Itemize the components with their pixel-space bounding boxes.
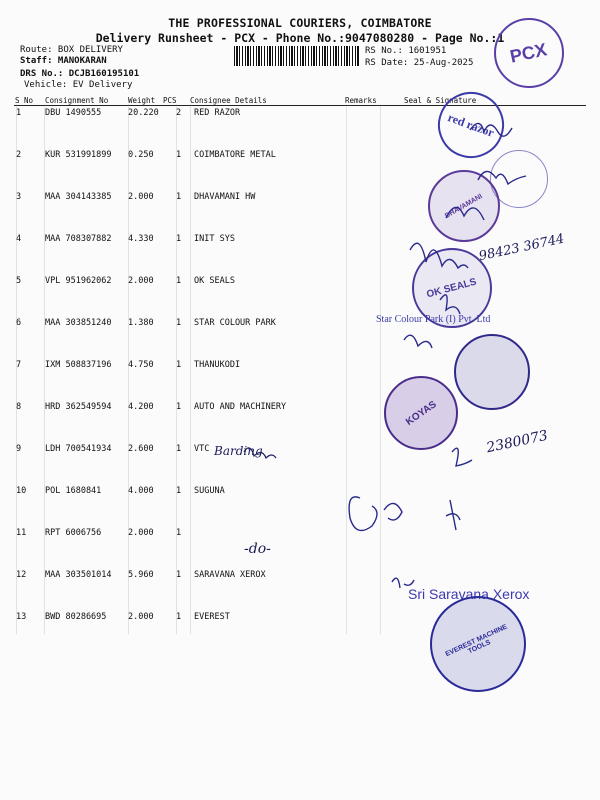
saravana-xerox-stamp-text: Sri Saravana Xerox: [408, 586, 530, 602]
signature-row8: [452, 448, 472, 466]
drs-number: DRS No.: DCJB160195101: [20, 69, 140, 79]
row-weight: 4.750: [128, 360, 154, 370]
row-consignment-no: DBU 1490555: [45, 108, 102, 118]
signature-row6: [404, 335, 432, 348]
handwritten-row11-note: -do-: [244, 541, 271, 557]
row-consignment-no: KUR 531991899: [45, 150, 112, 160]
row-weight: 2.600: [128, 444, 154, 454]
row-consignee: INIT SYS: [194, 234, 235, 244]
row-consignee: COIMBATORE METAL: [194, 150, 276, 160]
row-weight: 5.960: [128, 570, 154, 580]
row-consignee: RED RAZOR: [194, 108, 241, 118]
row-sno: 7: [16, 360, 22, 370]
col-weight: Weight: [128, 96, 156, 105]
handwritten-row9-note: Barding: [214, 444, 263, 458]
signature-row5: [440, 295, 460, 314]
row-consignment-no: POL 1680841: [45, 486, 102, 496]
row-pcs: 1: [176, 318, 182, 328]
col-consignee: Consignee Details: [190, 96, 267, 105]
signature-row4: [410, 243, 468, 268]
row-consignment-no: MAA 708307882: [45, 234, 112, 244]
row-consignee: OK SEALS: [194, 276, 235, 286]
col-pcs: PCS: [163, 96, 177, 105]
row-pcs: 1: [176, 486, 182, 496]
signature-row3: [446, 207, 484, 220]
col-consignment: Consignment No: [45, 96, 109, 105]
row-weight: 20.220: [128, 108, 159, 118]
pcx-stamp-label: PCX: [508, 38, 550, 67]
rs-number: RS No.: 1601951: [365, 46, 447, 56]
row-consignment-no: LDH 700541934: [45, 444, 112, 454]
col-remarks: Remarks: [345, 96, 377, 105]
rs-date: RS Date: 25-Aug-2025: [365, 58, 474, 68]
row-pcs: 2: [176, 108, 182, 118]
dhavamani-stamp-text: DHAVAMANI: [444, 192, 484, 220]
row-sno: 4: [16, 234, 22, 244]
document-title: THE PROFESSIONAL COURIERS, COIMBATORE: [168, 16, 432, 30]
row-sno: 3: [16, 192, 22, 202]
row-consignee: SUGUNA: [194, 486, 225, 496]
row-sno: 9: [16, 444, 22, 454]
handwritten-row5-number: 98423 36744: [477, 231, 566, 265]
row-sno: 1: [16, 108, 22, 118]
row-pcs: 1: [176, 444, 182, 454]
row-consignee: THANUKODI: [194, 360, 241, 370]
row-consignee: VTC: [194, 444, 210, 454]
row-sno: 10: [16, 486, 27, 496]
row-weight: 1.380: [128, 318, 154, 328]
koyas-stamp-text: KOYAS: [403, 398, 439, 428]
signature-row10b: [384, 503, 402, 520]
handwritten-row8-number: 2380073: [485, 427, 550, 457]
row-consignee: DHAVAMANI HW: [194, 192, 256, 202]
row-consignee: STAR COLOUR PARK: [194, 318, 276, 328]
row-weight: 4.330: [128, 234, 154, 244]
row-pcs: 1: [176, 528, 182, 538]
row-weight: 2.000: [128, 276, 154, 286]
row-pcs: 1: [176, 276, 182, 286]
row-weight: 2.000: [128, 612, 154, 622]
document-subtitle: Delivery Runsheet - PCX - Phone No.:9047080280 - Page No.:1: [95, 31, 505, 45]
row-consignee: EVEREST: [194, 612, 230, 622]
row-pcs: 1: [176, 360, 182, 370]
ok-seals-stamp-text: OK SEALS: [425, 276, 479, 300]
signature-row2: [478, 171, 526, 184]
route-label: Route: BOX DELIVERY: [20, 45, 123, 55]
row-pcs: 1: [176, 570, 182, 580]
red-razor-stamp-text: red razor: [446, 109, 497, 140]
row-consignee: SARAVANA XEROX: [194, 570, 266, 580]
row-consignment-no: IXM 508837196: [45, 360, 112, 370]
row-consignment-no: MAA 303501014: [45, 570, 112, 580]
row-pcs: 1: [176, 234, 182, 244]
signature-row12: [392, 578, 414, 588]
row-consignment-no: RPT 6006756: [45, 528, 102, 538]
row-weight: 4.000: [128, 486, 154, 496]
signature-row10c: [446, 500, 460, 530]
row-consignment-no: MAA 304143385: [45, 192, 112, 202]
row-pcs: 1: [176, 192, 182, 202]
row-weight: 2.000: [128, 528, 154, 538]
signature-row10a: [349, 497, 377, 531]
row-sno: 8: [16, 402, 22, 412]
row-consignment-no: MAA 303851240: [45, 318, 112, 328]
star-colour-park-stamp-text: Star Colour Park (I) Pvt. Ltd: [376, 314, 491, 325]
row-consignment-no: VPL 951962062: [45, 276, 112, 286]
row-consignment-no: BWD 80286695: [45, 612, 107, 622]
row-weight: 2.000: [128, 192, 154, 202]
vehicle-label: Vehicle: EV Delivery: [24, 80, 133, 90]
row-sno: 12: [16, 570, 27, 580]
row-consignee: AUTO AND MACHINERY: [194, 402, 287, 412]
row-sno: 6: [16, 318, 22, 328]
row-sno: 13: [16, 612, 27, 622]
row-sno: 2: [16, 150, 22, 160]
row-consignment-no: HRD 362549594: [45, 402, 112, 412]
col-sno: S No: [15, 96, 34, 105]
row-weight: 0.250: [128, 150, 154, 160]
row-pcs: 1: [176, 150, 182, 160]
everest-stamp-text: EVEREST MACHINE TOOLS: [444, 623, 509, 659]
row-pcs: 1: [176, 612, 182, 622]
row-weight: 4.200: [128, 402, 154, 412]
staff-label: Staff: MANOKARAN: [20, 56, 107, 66]
row-pcs: 1: [176, 402, 182, 412]
signature-row1: [470, 123, 512, 136]
row-sno: 5: [16, 276, 22, 286]
row-sno: 11: [16, 528, 27, 538]
col-seal-signature: Seal & Signature: [404, 96, 477, 105]
